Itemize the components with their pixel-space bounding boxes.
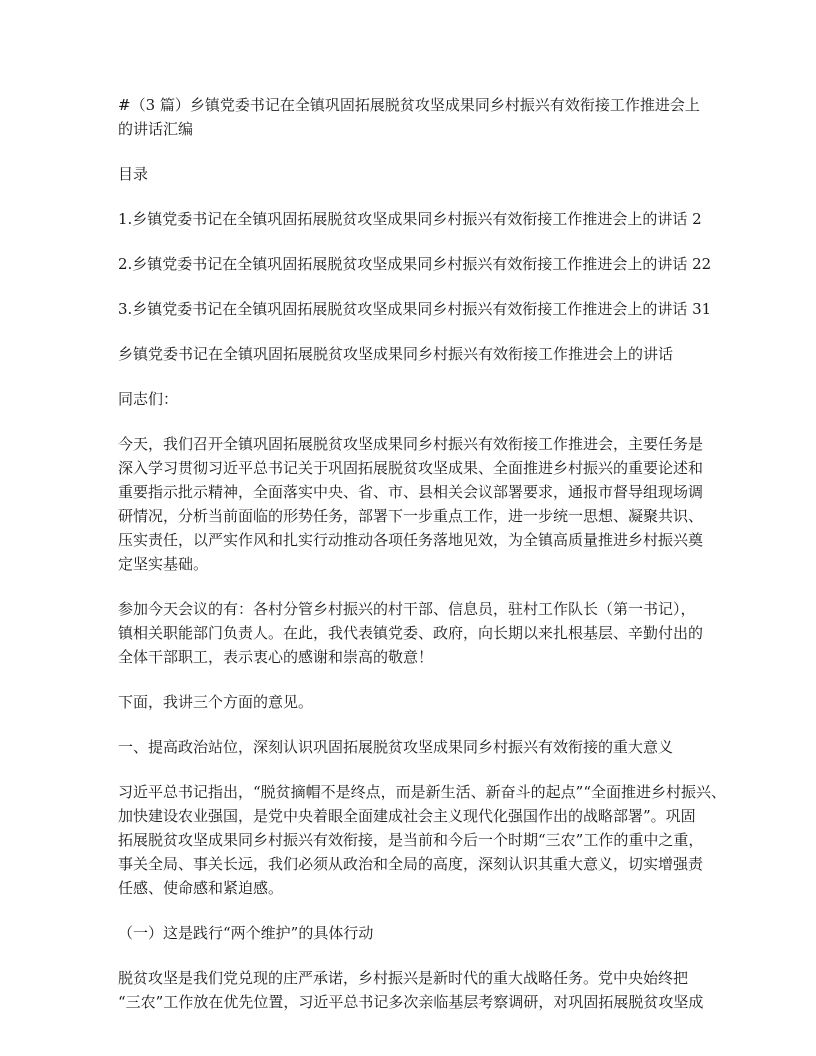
- paragraph-line: “三农”工作放在优先位置，习近平总书记多次亲临基层考察调研，对巩固拓展脱贫攻坚成: [118, 993, 704, 1011]
- paragraph-line: 事关全局、事关长远，我们必须从政治和全局的高度，深刻认识其重大意义，切实增强责: [118, 855, 704, 873]
- paragraph-commitment: [118, 966, 708, 1014]
- paragraph-line: 深入学习贯彻习近平总书记关于巩固拓展脱贫攻坚成果、全面推进乡村振兴的重要论述和: [118, 459, 704, 477]
- paragraph-line: 全体干部职工，表示衷心的感谢和崇高的敬意！: [118, 648, 434, 666]
- subsection-heading-1: （一）这是践行“两个维护”的具体行动: [118, 924, 374, 942]
- paragraph-line: 任感、使命感和紧迫感。: [118, 879, 284, 897]
- paragraph-line: 压实责任，以严实作风和扎实行动推动各项任务落地见效，为全镇高质量推进乡村振兴奠: [118, 531, 704, 549]
- paragraph-line: 研情况，分析当前面临的形势任务，部署下一步重点工作，进一步统一思想、凝聚共识、: [118, 507, 704, 525]
- document-title: [118, 93, 708, 141]
- paragraph-line: 镇相关职能部门负责人。在此，我代表镇党委、政府，向长期以来扎根基层、辛勤付出的: [118, 624, 704, 642]
- toc-item-3: 3.乡镇党委书记在全镇巩固拓展脱贫攻坚成果同乡村振兴有效衔接工作推进会上的讲话 31: [118, 300, 712, 318]
- paragraph-line: 重要指示批示精神，全面落实中央、省、市、县相关会议部署要求，通报市督导组现场调: [118, 483, 704, 501]
- paragraph-line: 参加今天会议的有：各村分管乡村振兴的村干部、信息员，驻村工作队长（第一书记），: [118, 600, 696, 618]
- paragraph-line: 今天，我们召开全镇巩固拓展脱贫攻坚成果同乡村振兴有效衔接工作推进会，主要任务是: [118, 435, 704, 453]
- paragraph-significance: [118, 780, 727, 900]
- paragraph-outline: 下面，我讲三个方面的意见。: [118, 693, 314, 711]
- toc-heading: 目录: [118, 165, 149, 183]
- paragraph-line: 定坚实基础。: [118, 555, 209, 573]
- title-line-1: #（3 篇）乡镇党委书记在全镇巩固拓展脱贫攻坚成果同乡村振兴有效衔接工作推进会上: [118, 96, 700, 114]
- table-of-contents: [118, 207, 712, 321]
- paragraph-line: 脱贫攻坚是我们党兑现的庄严承诺，乡村振兴是新时代的重大战略任务。党中央始终把: [118, 969, 689, 987]
- title-line-2: 的讲话汇编: [118, 120, 194, 138]
- paragraph-line: 拓展脱贫攻坚成果同乡村振兴有效衔接，是当前和今后一个时期“三农”工作的重中之重，: [118, 831, 704, 849]
- greeting: 同志们：: [118, 390, 179, 408]
- speech-title: 乡镇党委书记在全镇巩固拓展脱贫攻坚成果同乡村振兴有效衔接工作推进会上的讲话: [118, 345, 674, 363]
- document-page: [118, 93, 727, 1035]
- toc-item-1: 1.乡镇党委书记在全镇巩固拓展脱贫攻坚成果同乡村振兴有效衔接工作推进会上的讲话 2: [118, 210, 702, 228]
- toc-item-2: 2.乡镇党委书记在全镇巩固拓展脱贫攻坚成果同乡村振兴有效衔接工作推进会上的讲话 22: [118, 255, 712, 273]
- section-heading-1: 一、提高政治站位，深刻认识巩固拓展脱贫攻坚成果同乡村振兴有效衔接的重大意义: [118, 738, 674, 756]
- paragraph-attendees: [118, 597, 708, 669]
- paragraph-opening: [118, 432, 708, 576]
- paragraph-line: 加快建设农业强国，是党中央着眼全面建成社会主义现代化强国作出的战略部署”。巩固: [118, 807, 696, 825]
- paragraph-line: 习近平总书记指出，“脱贫摘帽不是终点，而是新生活、新奋斗的起点”“全面推进乡村振兴、: [118, 783, 727, 801]
